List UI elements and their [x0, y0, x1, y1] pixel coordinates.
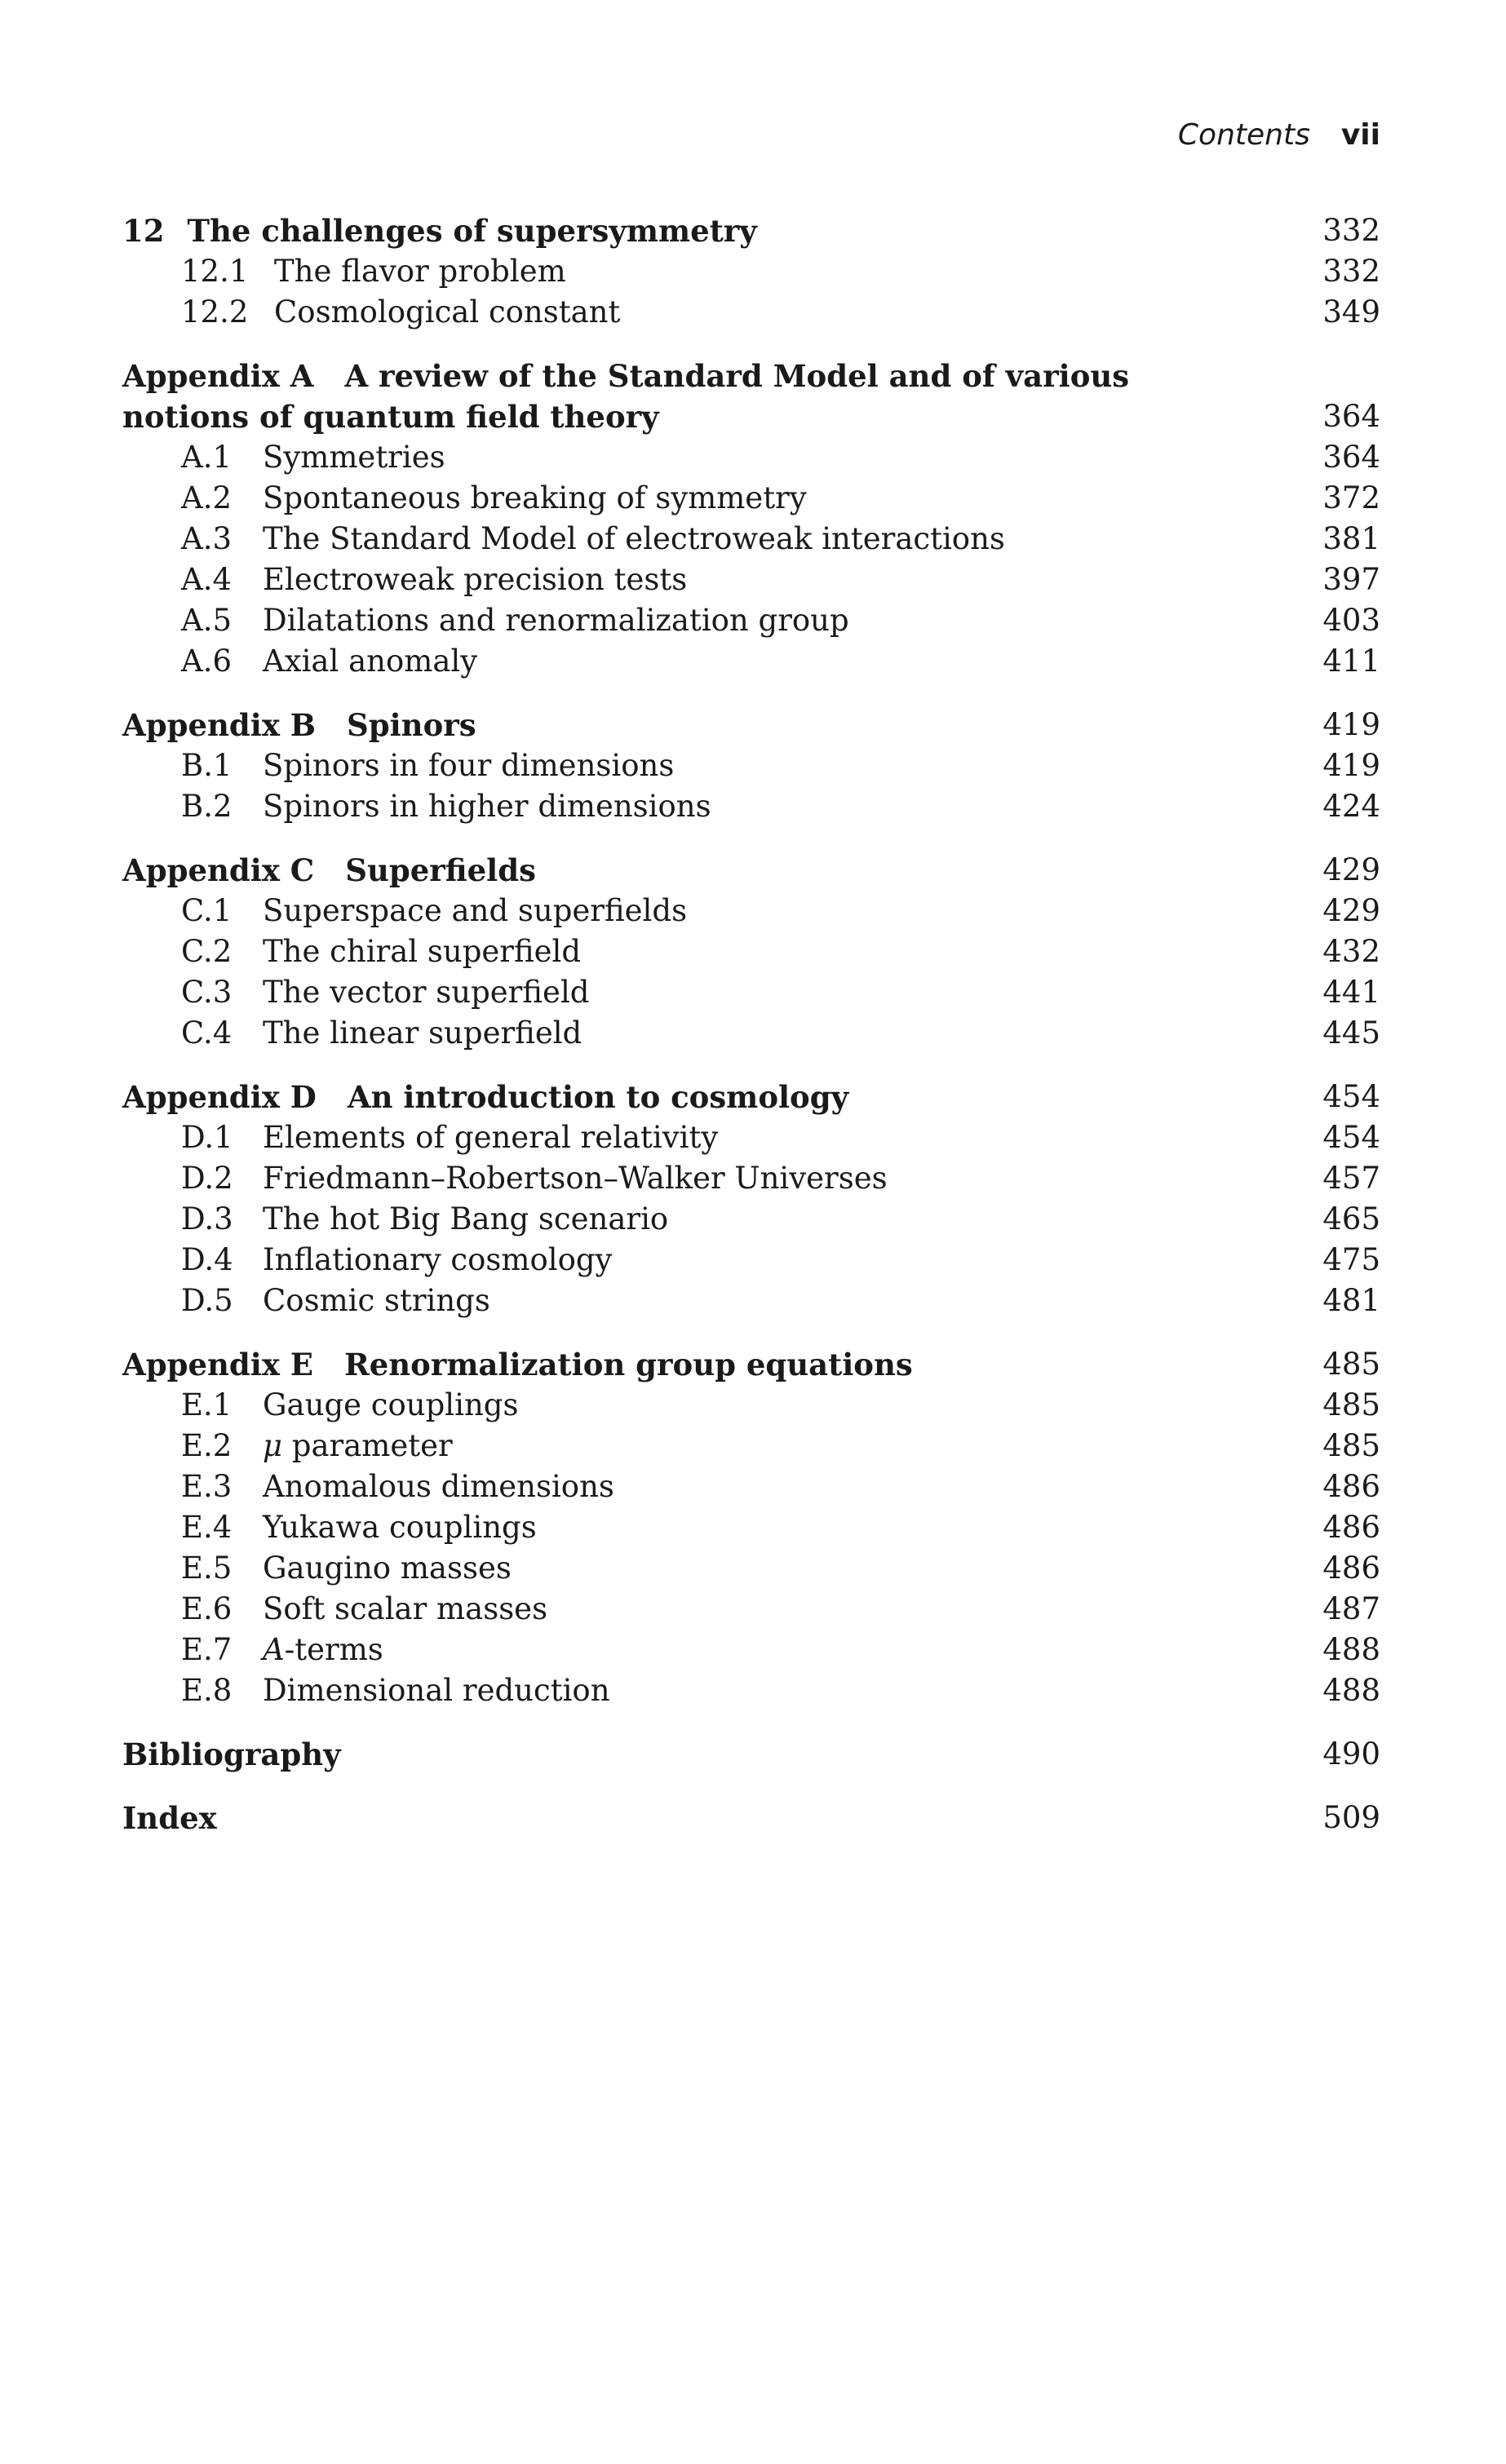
section-page: 441	[1322, 975, 1380, 1010]
section-number: E.1	[181, 1387, 233, 1422]
section-number: 12.2	[181, 294, 249, 330]
appendix-label: Appendix C	[122, 852, 315, 888]
appendix-page: 454	[1322, 1079, 1380, 1114]
section-page: 488	[1322, 1673, 1380, 1708]
section-page: 485	[1322, 1387, 1380, 1422]
section-number: A.2	[181, 480, 233, 515]
section-page: 419	[1322, 748, 1380, 783]
section-title: Spontaneous breaking of symmetry	[263, 480, 807, 515]
section-title: Cosmic strings	[263, 1283, 490, 1318]
running-head	[1178, 114, 1380, 157]
section-page: 372	[1322, 480, 1380, 515]
section-page: 332	[1322, 254, 1380, 289]
section-page: 481	[1322, 1283, 1380, 1318]
section-page: 429	[1322, 893, 1380, 928]
section-title	[263, 1426, 453, 1466]
toc-section-c-1[interactable]	[122, 891, 1380, 931]
appendix-title: Renormalization group equations	[343, 1347, 913, 1382]
toc-section-c-3[interactable]	[122, 972, 1380, 1013]
toc-section-c-4[interactable]	[122, 1013, 1380, 1054]
toc-section-c-2[interactable]	[122, 931, 1380, 972]
section-number: D.5	[181, 1283, 233, 1318]
section-number: C.4	[181, 1015, 233, 1051]
section-page: 457	[1322, 1161, 1380, 1196]
section-title: The vector superfield	[263, 975, 590, 1010]
section-number: B.2	[181, 789, 233, 824]
appendix-title: Superfields	[345, 852, 536, 888]
section-number: D.2	[181, 1161, 233, 1196]
section-title: Spinors in four dimensions	[263, 748, 675, 783]
section-number: E.6	[181, 1591, 233, 1626]
chapter-title: The challenges of supersymmetry	[187, 213, 757, 249]
toc-section-d-3[interactable]	[122, 1199, 1380, 1240]
toc-appendix-a-line1[interactable]	[122, 356, 1380, 396]
toc-section-a-4[interactable]	[122, 560, 1380, 600]
section-page: 445	[1322, 1015, 1380, 1051]
section-page: 364	[1322, 440, 1380, 475]
section-page: 465	[1322, 1201, 1380, 1236]
toc-appendix-d[interactable]	[122, 1077, 1380, 1117]
section-title: Inflationary cosmology	[263, 1242, 613, 1277]
section-title: Symmetries	[263, 440, 445, 475]
section-number: 12.1	[181, 254, 249, 289]
section-title: The chiral superfield	[263, 934, 582, 969]
section-number: E.7	[181, 1632, 233, 1667]
appendix-label: Appendix B	[122, 707, 317, 743]
bibliography-title: Bibliography	[122, 1736, 341, 1772]
toc-section-b-2[interactable]	[122, 786, 1380, 827]
section-title: Friedmann–Robertson–Walker Universes	[263, 1161, 888, 1196]
running-head-page-number: vii	[1340, 118, 1380, 152]
section-page: 486	[1322, 1510, 1380, 1545]
section-number: E.5	[181, 1551, 233, 1586]
appendix-title-line2: notions of quantum field theory	[122, 399, 659, 435]
section-number: E.3	[181, 1469, 233, 1504]
section-page: 454	[1322, 1120, 1380, 1155]
section-number: C.3	[181, 975, 233, 1010]
section-title-text: parameter	[282, 1428, 453, 1463]
section-page: 475	[1322, 1242, 1380, 1277]
section-page: 411	[1322, 644, 1380, 679]
appendix-title: An introduction to cosmology	[347, 1079, 849, 1115]
toc-section-d-1[interactable]	[122, 1117, 1380, 1158]
section-page: 397	[1322, 562, 1380, 597]
section-title: Spinors in higher dimensions	[263, 789, 711, 824]
section-title: Axial anomaly	[263, 644, 478, 679]
section-title: Dilatations and renormalization group	[263, 603, 849, 638]
section-title-text: -terms	[284, 1632, 383, 1667]
toc-section-a-3[interactable]	[122, 519, 1380, 560]
toc-appendix-c[interactable]	[122, 850, 1380, 891]
section-title: Dimensional reduction	[263, 1673, 610, 1708]
section-title: Anomalous dimensions	[263, 1469, 614, 1504]
appendix-page: 429	[1322, 852, 1380, 887]
section-number: A.4	[181, 562, 233, 597]
section-title	[263, 1630, 383, 1670]
section-number: D.3	[181, 1201, 233, 1236]
appendix-title: Spinors	[347, 707, 476, 743]
toc-section-e-5[interactable]	[122, 1548, 1380, 1589]
section-title: Electroweak precision tests	[263, 562, 688, 597]
section-page: 485	[1322, 1428, 1380, 1463]
section-title: Yukawa couplings	[263, 1510, 537, 1545]
section-number: D.4	[181, 1242, 233, 1277]
toc-section-b-1[interactable]	[122, 745, 1380, 786]
section-number: E.4	[181, 1510, 233, 1545]
section-title: The Standard Model of electroweak interactions	[263, 521, 1005, 556]
toc-section-d-5[interactable]	[122, 1281, 1380, 1321]
section-page: 486	[1322, 1469, 1380, 1504]
toc-bibliography[interactable]	[122, 1734, 1380, 1775]
appendix-label: Appendix E	[122, 1347, 313, 1382]
toc-section-e-2[interactable]	[122, 1426, 1380, 1466]
section-page: 403	[1322, 603, 1380, 638]
toc-section-a-2[interactable]	[122, 478, 1380, 519]
toc-index[interactable]	[122, 1798, 1380, 1838]
index-title: Index	[122, 1800, 217, 1836]
section-number: A.5	[181, 603, 233, 638]
section-title: The hot Big Bang scenario	[263, 1201, 669, 1236]
section-title: Superspace and superfields	[263, 893, 688, 928]
toc-section-e-6[interactable]	[122, 1589, 1380, 1630]
section-page: 424	[1322, 789, 1380, 824]
bibliography-page: 490	[1322, 1736, 1380, 1772]
section-title: Gaugino masses	[263, 1551, 512, 1586]
appendix-label: Appendix A	[122, 358, 314, 394]
section-title: The flavor problem	[274, 254, 566, 289]
section-page: 432	[1322, 934, 1380, 969]
appendix-label: Appendix D	[122, 1079, 317, 1115]
running-head-title: Contents	[1177, 118, 1310, 152]
section-number: D.1	[181, 1120, 233, 1155]
toc-section-12-2[interactable]	[122, 292, 1380, 333]
index-page: 509	[1322, 1800, 1380, 1835]
toc-section-e-4[interactable]	[122, 1507, 1380, 1548]
section-number: E.2	[181, 1428, 233, 1463]
section-number: C.2	[181, 934, 233, 969]
toc-section-a-1[interactable]	[122, 437, 1380, 478]
toc-section-d-2[interactable]	[122, 1158, 1380, 1199]
chapter-page: 332	[1322, 213, 1380, 248]
toc-section-e-1[interactable]	[122, 1385, 1380, 1426]
toc-appendix-b[interactable]	[122, 705, 1380, 745]
section-number: A.6	[181, 644, 233, 679]
toc-section-e-8[interactable]	[122, 1670, 1380, 1711]
section-title: The linear superfield	[263, 1015, 582, 1051]
section-page: 488	[1322, 1632, 1380, 1667]
a-symbol: A	[263, 1632, 285, 1667]
toc-section-e-7[interactable]	[122, 1630, 1380, 1670]
toc-section-12-1[interactable]	[122, 251, 1380, 292]
toc-chapter-12[interactable]	[122, 210, 1380, 251]
toc-section-a-5[interactable]	[122, 600, 1380, 641]
appendix-page: 364	[1322, 399, 1380, 434]
appendix-page: 419	[1322, 707, 1380, 742]
toc-appendix-a-line2[interactable]	[122, 396, 1380, 437]
section-number: E.8	[181, 1673, 233, 1708]
mu-symbol: μ	[263, 1428, 283, 1463]
section-number: B.1	[181, 748, 233, 783]
toc-section-d-4[interactable]	[122, 1240, 1380, 1281]
section-number: C.1	[181, 893, 233, 928]
section-title: Gauge couplings	[263, 1387, 519, 1422]
toc-section-a-6[interactable]	[122, 641, 1380, 682]
appendix-title-line1: A review of the Standard Model and of various	[344, 358, 1130, 394]
section-page: 381	[1322, 521, 1380, 556]
section-title: Cosmological constant	[274, 294, 621, 330]
table-of-contents	[122, 210, 1380, 1838]
section-number: A.1	[181, 440, 233, 475]
section-page: 486	[1322, 1551, 1380, 1586]
toc-appendix-e[interactable]	[122, 1344, 1380, 1385]
toc-section-e-3[interactable]	[122, 1466, 1380, 1507]
section-title: Elements of general relativity	[263, 1120, 719, 1155]
section-page: 349	[1322, 294, 1380, 330]
section-title: Soft scalar masses	[263, 1591, 548, 1626]
section-page: 487	[1322, 1591, 1380, 1626]
section-number: A.3	[181, 521, 233, 556]
chapter-number: 12	[122, 213, 165, 249]
appendix-page: 485	[1322, 1347, 1380, 1382]
